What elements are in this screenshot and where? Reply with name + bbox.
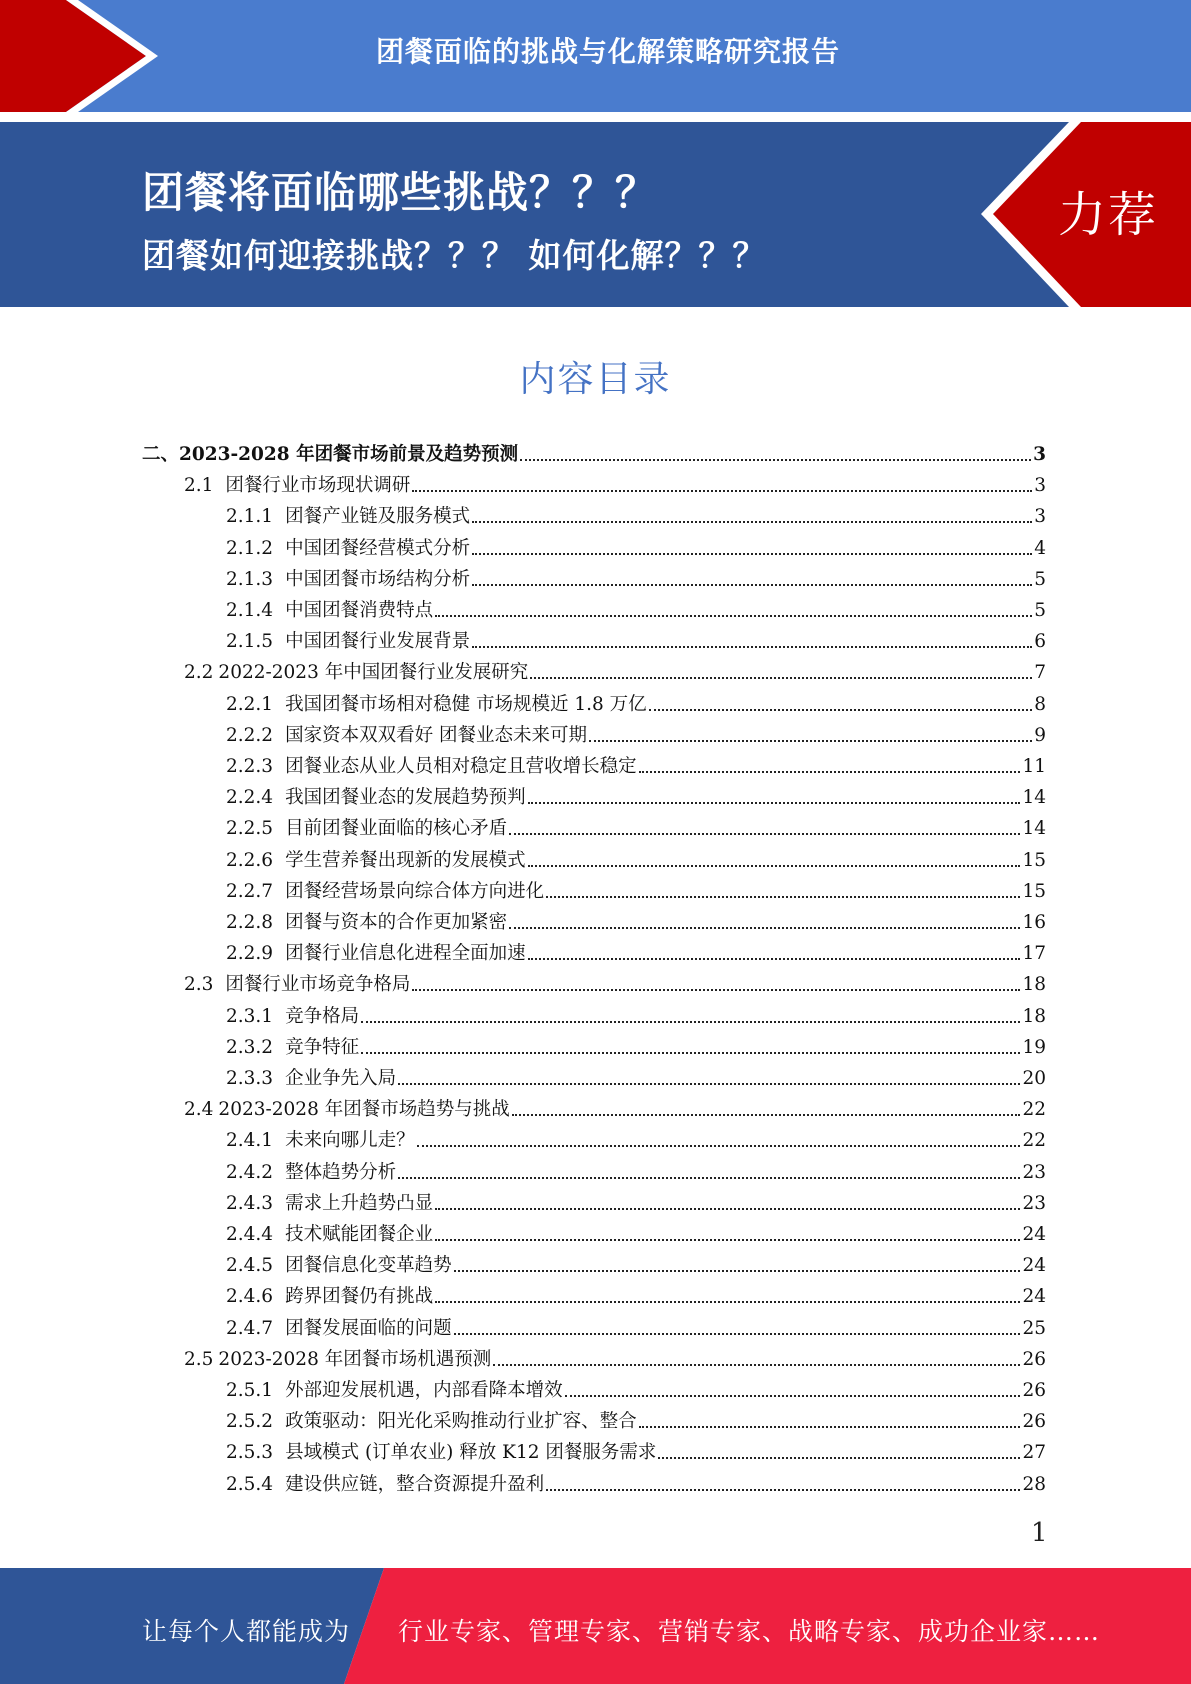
toc-entry-title: 团餐行业市场竞争格局 xyxy=(225,974,411,996)
toc-entry[interactable] xyxy=(226,1310,1046,1340)
toc-dot-leader xyxy=(472,583,1032,586)
toc-dot-leader xyxy=(454,1269,1021,1272)
footer xyxy=(0,1568,1191,1684)
toc-entry-title: 整体趋势分析 xyxy=(285,1161,397,1183)
toc-entry[interactable] xyxy=(184,1091,1046,1121)
toc-dot-leader xyxy=(530,676,1032,679)
toc-entry-page: 27 xyxy=(1022,1442,1046,1464)
toc-entry-title: 我国团餐市场相对稳健 市场规模近 1.8 万亿 xyxy=(285,693,647,715)
toc-entry[interactable] xyxy=(226,1029,1046,1059)
toc-entry-number: 2.2 xyxy=(184,662,214,684)
toc-entry-number: 2.1.3 xyxy=(226,568,274,590)
toc-entry-title: 技术赋能团餐企业 xyxy=(285,1224,434,1245)
toc-entry-number: 2.3.2 xyxy=(226,1036,274,1058)
toc-entry-title: 团餐与资本的合作更加紧密 xyxy=(285,912,508,933)
toc-entry[interactable] xyxy=(226,1434,1046,1464)
toc-entry[interactable] xyxy=(226,1154,1046,1184)
toc-entry-page: 14 xyxy=(1022,787,1046,809)
toc-dot-leader xyxy=(528,864,1021,867)
toc-entry-number: 2.4.1 xyxy=(226,1130,274,1152)
toc-entry[interactable] xyxy=(226,1466,1046,1496)
toc-entry-title: 团餐经营场景向综合体方向进化 xyxy=(285,880,545,902)
hero-banner xyxy=(0,122,1191,307)
toc-dot-leader xyxy=(509,832,1020,835)
hero-question-2: 团餐如何迎接挑战？？？ 如何化解？？？ xyxy=(142,236,767,275)
toc-entry-number: 2.4 xyxy=(184,1099,214,1121)
toc-dot-leader xyxy=(528,801,1021,804)
toc-entry[interactable] xyxy=(226,498,1046,528)
toc-entry-title: 未来向哪儿走？ xyxy=(285,1130,415,1152)
toc-entry-number: 2.2.8 xyxy=(226,912,274,933)
toc-entry[interactable] xyxy=(184,654,1046,684)
toc-entry-title: 县域模式 (订单农业) 释放 K12 团餐服务需求 xyxy=(285,1442,657,1464)
toc-entry-page: 3 xyxy=(1033,444,1046,465)
toc-entry-title: 竞争特征 xyxy=(285,1036,360,1058)
toc-dot-leader xyxy=(435,614,1032,617)
toc-dot-leader xyxy=(565,1394,1021,1397)
toc-entry-page: 24 xyxy=(1022,1224,1046,1245)
toc-entry-page: 8 xyxy=(1034,693,1046,715)
toc-dot-leader xyxy=(509,926,1020,929)
toc-entry[interactable] xyxy=(226,1060,1046,1090)
toc-entry-page: 24 xyxy=(1022,1286,1046,1308)
toc-entry-title: 中国团餐经营模式分析 xyxy=(285,537,471,559)
toc-entry-number: 2.5 xyxy=(184,1348,214,1370)
toc-entry-page: 18 xyxy=(1022,974,1046,996)
toc-entry-title: 政策驱动：阳光化采购推动行业扩容、整合 xyxy=(285,1411,637,1433)
toc-entry[interactable] xyxy=(226,717,1046,747)
toc-entry-number: 2.1.2 xyxy=(226,537,274,559)
toc-entry[interactable] xyxy=(226,1122,1046,1152)
toc-entry-title: 目前团餐业面临的核心矛盾 xyxy=(285,818,508,840)
top-banner xyxy=(0,0,1191,112)
toc-entry[interactable] xyxy=(226,1247,1046,1277)
toc-entry-page: 14 xyxy=(1022,818,1046,840)
toc-entry-number: 2.4.7 xyxy=(226,1317,274,1339)
toc-dot-leader xyxy=(472,552,1032,555)
toc-entry-page: 24 xyxy=(1022,1255,1046,1277)
toc-entry[interactable] xyxy=(226,1403,1046,1433)
toc-entry-number: 2.1.5 xyxy=(226,631,274,653)
toc-entry[interactable] xyxy=(226,748,1046,778)
toc-entry[interactable] xyxy=(226,592,1046,622)
toc-dot-leader xyxy=(412,988,1020,991)
toc-dot-leader xyxy=(649,708,1033,711)
toc-entry-title: 我国团餐业态的发展趋势预判 xyxy=(285,787,526,809)
toc-entry[interactable] xyxy=(184,966,1046,996)
toc-entry-page: 26 xyxy=(1022,1348,1046,1370)
toc-entry-number: 二、 xyxy=(142,444,180,465)
footer-slogan-right: 行业专家、管理专家、营销专家、战略专家、成功企业家…… xyxy=(398,1617,1101,1646)
toc-dot-leader xyxy=(398,1082,1020,1085)
toc-dot-leader xyxy=(528,957,1021,960)
toc-entry-title: 团餐行业市场现状调研 xyxy=(225,475,411,497)
toc-entry-page: 5 xyxy=(1034,568,1046,590)
toc-entry[interactable] xyxy=(226,873,1046,903)
toc-entry[interactable] xyxy=(226,686,1046,716)
toc-entry-number: 2.2.7 xyxy=(226,880,274,902)
toc-entry-title: 团餐信息化变革趋势 xyxy=(285,1255,452,1277)
toc-entry-title: 竞争格局 xyxy=(285,1005,360,1027)
toc-entry-number: 2.2.4 xyxy=(226,787,274,809)
toc-entry-number: 2.2.3 xyxy=(226,756,274,777)
toc-entry-title: 2023-2028 年团餐市场趋势与挑战 xyxy=(218,1099,510,1121)
toc-entry-number: 2.4.6 xyxy=(226,1286,274,1308)
toc-entry-title: 2022-2023 年中国团餐行业发展研究 xyxy=(218,662,529,684)
hero-question-1: 团餐将面临哪些挑战？？？ xyxy=(142,168,659,217)
toc-entry[interactable] xyxy=(226,810,1046,840)
toc-entry-number: 2.2.5 xyxy=(226,818,274,840)
toc-entry-page: 23 xyxy=(1022,1161,1046,1183)
toc-dot-leader xyxy=(361,1051,1020,1054)
toc-dot-leader xyxy=(639,1425,1021,1428)
toc-entry-title: 团餐发展面临的问题 xyxy=(285,1317,452,1339)
toc-dot-leader xyxy=(639,770,1021,773)
toc-entry-number: 2.2.1 xyxy=(226,693,274,715)
toc-entry-number: 2.1 xyxy=(184,475,214,497)
toc-dot-leader xyxy=(361,1020,1020,1023)
toc-entry-number: 2.4.2 xyxy=(226,1161,274,1183)
toc-entry-title: 需求上升趋势凸显 xyxy=(285,1192,434,1214)
recommend-label: 力荐 xyxy=(1058,187,1159,243)
toc-entry-page: 6 xyxy=(1034,631,1046,653)
toc-entry-number: 2.5.3 xyxy=(226,1442,274,1464)
toc-entry-page: 15 xyxy=(1022,849,1046,871)
toc-entry-title: 建设供应链，整合资源提升盈利 xyxy=(285,1473,545,1495)
toc-entry[interactable] xyxy=(142,436,1046,466)
toc-entry-title: 团餐产业链及服务模式 xyxy=(285,506,471,528)
toc-entry-page: 25 xyxy=(1022,1317,1046,1339)
toc-entry-page: 19 xyxy=(1022,1036,1046,1058)
toc-entry-title: 团餐行业信息化进程全面加速 xyxy=(285,943,526,965)
toc-entry-number: 2.1.4 xyxy=(226,600,274,621)
toc-dot-leader xyxy=(417,1144,1021,1147)
toc-dot-leader xyxy=(472,520,1032,523)
toc-entry[interactable] xyxy=(226,998,1046,1028)
toc-entry-title: 2023-2028 年团餐市场前景及趋势预测 xyxy=(179,444,519,465)
toc-entry-page: 9 xyxy=(1034,724,1046,746)
toc-heading: 内容目录 xyxy=(519,359,672,400)
toc-entry[interactable] xyxy=(226,1185,1046,1215)
toc-dot-leader xyxy=(435,1207,1020,1210)
toc-entry-page: 3 xyxy=(1034,506,1046,528)
toc-entry-title: 2023-2028 年团餐市场机遇预测 xyxy=(218,1348,492,1370)
toc-entry-page: 7 xyxy=(1034,662,1046,684)
footer-slogan-left: 让每个人都能成为 xyxy=(142,1617,351,1646)
toc-entry-page: 17 xyxy=(1022,943,1046,965)
toc-dot-leader xyxy=(412,489,1032,492)
toc-entry[interactable] xyxy=(226,779,1046,809)
toc-entry-number: 2.4.5 xyxy=(226,1255,274,1277)
page-number: 1 xyxy=(1031,1518,1048,1548)
toc-entry-number: 2.5.2 xyxy=(226,1411,274,1433)
toc-dot-leader xyxy=(472,645,1032,648)
toc-entry-title: 企业争先入局 xyxy=(285,1068,397,1089)
toc-dot-leader xyxy=(398,1176,1020,1179)
toc-entry-page: 18 xyxy=(1022,1005,1046,1027)
toc-dot-leader xyxy=(546,1488,1020,1491)
toc-entry[interactable] xyxy=(226,1216,1046,1246)
toc-entry[interactable] xyxy=(226,530,1046,560)
toc-entry-number: 2.2.6 xyxy=(226,849,274,871)
toc-entry-title: 学生营养餐出现新的发展模式 xyxy=(285,849,526,871)
toc-dot-leader xyxy=(589,739,1032,742)
toc-entry-number: 2.2.9 xyxy=(226,943,274,965)
toc-entry-number: 2.4.3 xyxy=(226,1192,274,1214)
toc-entry[interactable] xyxy=(184,467,1046,497)
toc-dot-leader xyxy=(493,1363,1020,1366)
toc-entry[interactable] xyxy=(226,842,1046,872)
toc-entry-number: 2.5.4 xyxy=(226,1473,274,1495)
toc-entry-number: 2.3.3 xyxy=(226,1068,274,1089)
toc-entry[interactable] xyxy=(184,1341,1046,1371)
toc-entry[interactable] xyxy=(226,935,1046,965)
toc-entry[interactable] xyxy=(226,1372,1046,1402)
toc-entry-number: 2.2.2 xyxy=(226,724,274,746)
toc-dot-leader xyxy=(520,458,1031,461)
toc-entry-title: 中国团餐行业发展背景 xyxy=(285,631,471,653)
toc-entry-number: 2.4.4 xyxy=(226,1224,274,1245)
toc-entry-page: 28 xyxy=(1022,1473,1046,1495)
toc-entry-page: 23 xyxy=(1022,1192,1046,1214)
toc-entry-page: 16 xyxy=(1022,912,1046,933)
toc-entry[interactable] xyxy=(226,1278,1046,1308)
toc-entry-title: 国家资本双双看好 团餐业态未来可期 xyxy=(285,724,587,746)
toc-entry-title: 中国团餐市场结构分析 xyxy=(285,568,471,590)
toc-entry-page: 22 xyxy=(1022,1099,1046,1121)
toc-entry[interactable] xyxy=(226,904,1046,934)
toc-entry-page: 22 xyxy=(1022,1130,1046,1152)
toc-dot-leader xyxy=(658,1456,1020,1459)
toc-entry-title: 团餐业态从业人员相对稳定且营收增长稳定 xyxy=(285,756,637,777)
toc-dot-leader xyxy=(546,895,1020,898)
toc-entry[interactable] xyxy=(226,623,1046,653)
toc-entry-number: 2.5.1 xyxy=(226,1380,274,1401)
toc-entry-page: 11 xyxy=(1022,756,1046,777)
toc-entry-page: 4 xyxy=(1034,537,1046,559)
toc-entry[interactable] xyxy=(226,561,1046,591)
toc-entry-title: 外部迎发展机遇，内部看降本增效 xyxy=(285,1380,563,1401)
toc-entry-page: 20 xyxy=(1022,1068,1046,1089)
toc-entry-number: 2.3 xyxy=(184,974,214,996)
toc-entry-number: 2.1.1 xyxy=(226,506,274,528)
toc-entry-page: 26 xyxy=(1022,1380,1046,1401)
toc-entry-page: 26 xyxy=(1022,1411,1046,1433)
toc-entry-page: 5 xyxy=(1034,600,1046,621)
report-title: 团餐面临的挑战与化解策略研究报告 xyxy=(375,35,840,68)
toc-entry-title: 跨界团餐仍有挑战 xyxy=(285,1286,434,1308)
toc-entry-title: 中国团餐消费特点 xyxy=(285,600,434,621)
toc-dot-leader xyxy=(454,1332,1021,1335)
toc-dot-leader xyxy=(435,1300,1020,1303)
toc-entry-number: 2.3.1 xyxy=(226,1005,274,1027)
toc-dot-leader xyxy=(512,1113,1021,1116)
toc-entry-page: 15 xyxy=(1022,880,1046,902)
toc-entry-page: 3 xyxy=(1034,475,1046,497)
toc-dot-leader xyxy=(435,1238,1020,1241)
